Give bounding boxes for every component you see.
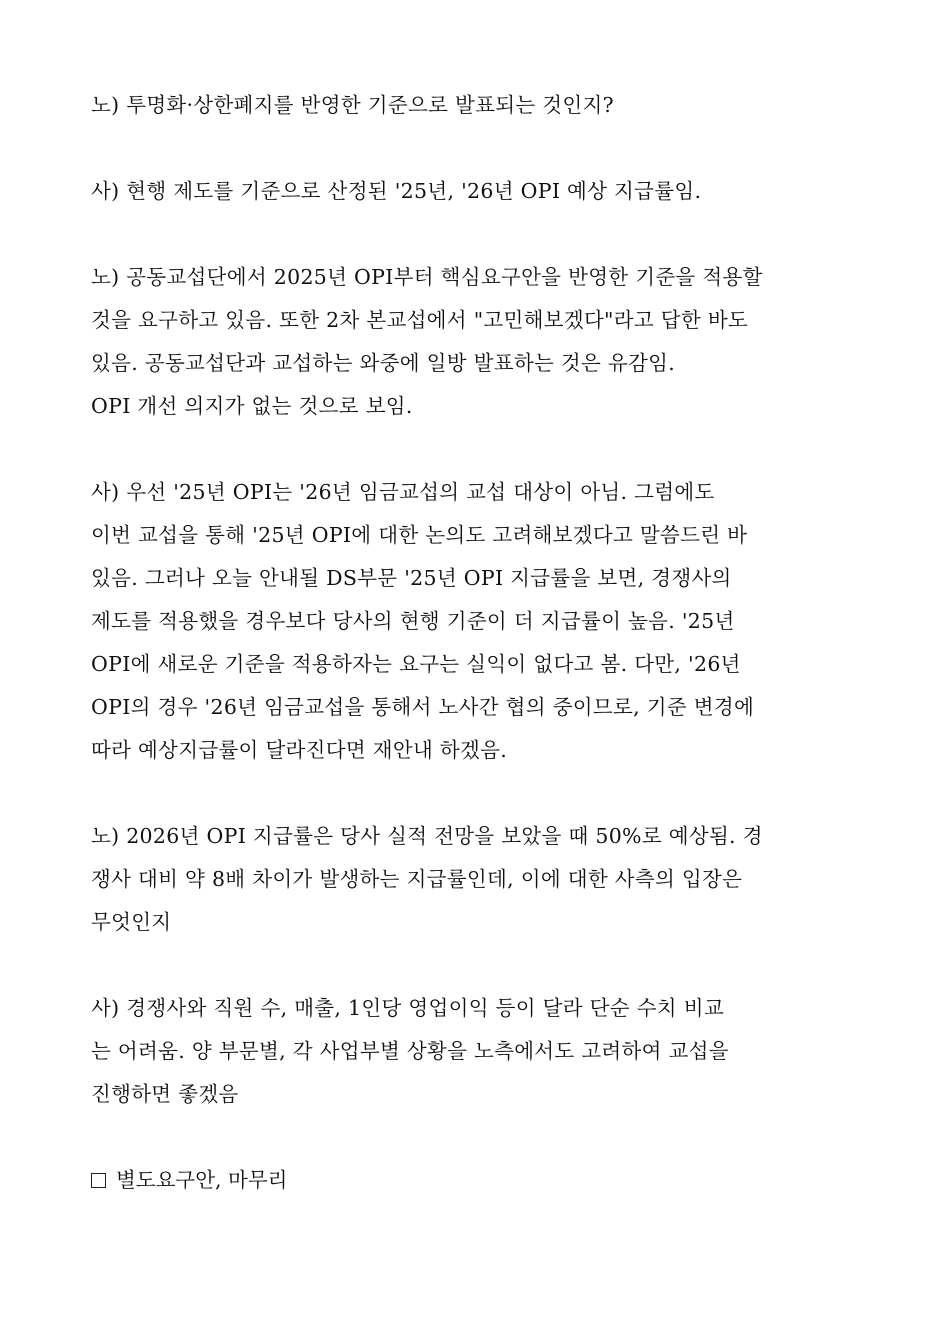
text-line: OPI 개선 의지가 없는 것으로 보임. [91,394,413,418]
text-line: 있음. 공동교섭단과 교섭하는 와중에 일방 발표하는 것은 유감임. [91,351,676,375]
section-heading [91,1159,861,1202]
paragraph-union-question-3 [91,815,861,944]
text-line: 쟁사 대비 약 8배 차이가 발생하는 지급률인데, 이에 대한 사측의 입장은 [91,867,743,891]
checkbox-icon [91,1173,106,1188]
text-line: OPI의 경우 '26년 임금교섭을 통해서 노사간 협의 중이므로, 기준 변경에 [91,695,755,719]
paragraph-union-question-2 [91,256,861,428]
text-line: 이번 교섭을 통해 '25년 OPI에 대한 논의도 고려해보겠다고 말씀드린 바 [91,523,748,547]
text-line: 는 어려움. 양 부문별, 각 사업부별 상황을 노측에서도 고려하여 교섭을 [91,1039,729,1063]
document-page [91,84,861,1202]
text-line: 사) 우선 '25년 OPI는 '26년 임금교섭의 교섭 대상이 아님. 그럼에도 [91,480,715,504]
text-line: 따라 예상지급률이 달라진다면 재안내 하겠음. [91,738,508,762]
paragraph-company-answer-1 [91,170,861,213]
text-line: 진행하면 좋겠음 [91,1082,239,1106]
text-line: 노) 2026년 OPI 지급률은 당사 실적 전망을 보았을 때 50%로 예상됨. 경 [91,824,763,848]
text-line: OPI에 새로운 기준을 적용하자는 요구는 실익이 없다고 봄. 다만, '26년 [91,652,741,676]
text-line: 무엇인지 [91,910,172,934]
text-line: 있음. 그러나 오늘 안내될 DS부문 '25년 OPI 지급률을 보면, 경쟁사의 [91,566,732,590]
text-line: 노) 공동교섭단에서 2025년 OPI부터 핵심요구안을 반영한 기준을 적용할 [91,265,763,289]
paragraph-company-answer-2 [91,471,861,772]
text-line: 사) 현행 제도를 기준으로 산정된 '25년, '26년 OPI 예상 지급률임. [91,179,702,203]
paragraph-company-answer-3 [91,987,861,1116]
paragraph-union-question-1 [91,84,861,127]
text-line: 사) 경쟁사와 직원 수, 매출, 1인당 영업이익 등이 달라 단순 수치 비교 [91,996,724,1020]
text-line: 노) 투명화·상한폐지를 반영한 기준으로 발표되는 것인지? [91,93,614,117]
text-line: 제도를 적용했을 경우보다 당사의 현행 기준이 더 지급률이 높음. '25년 [91,609,735,633]
section-heading-label: 별도요구안, 마무리 [116,1168,288,1192]
text-line: 것을 요구하고 있음. 또한 2차 본교섭에서 "고민해보겠다"라고 답한 바도 [91,308,749,332]
